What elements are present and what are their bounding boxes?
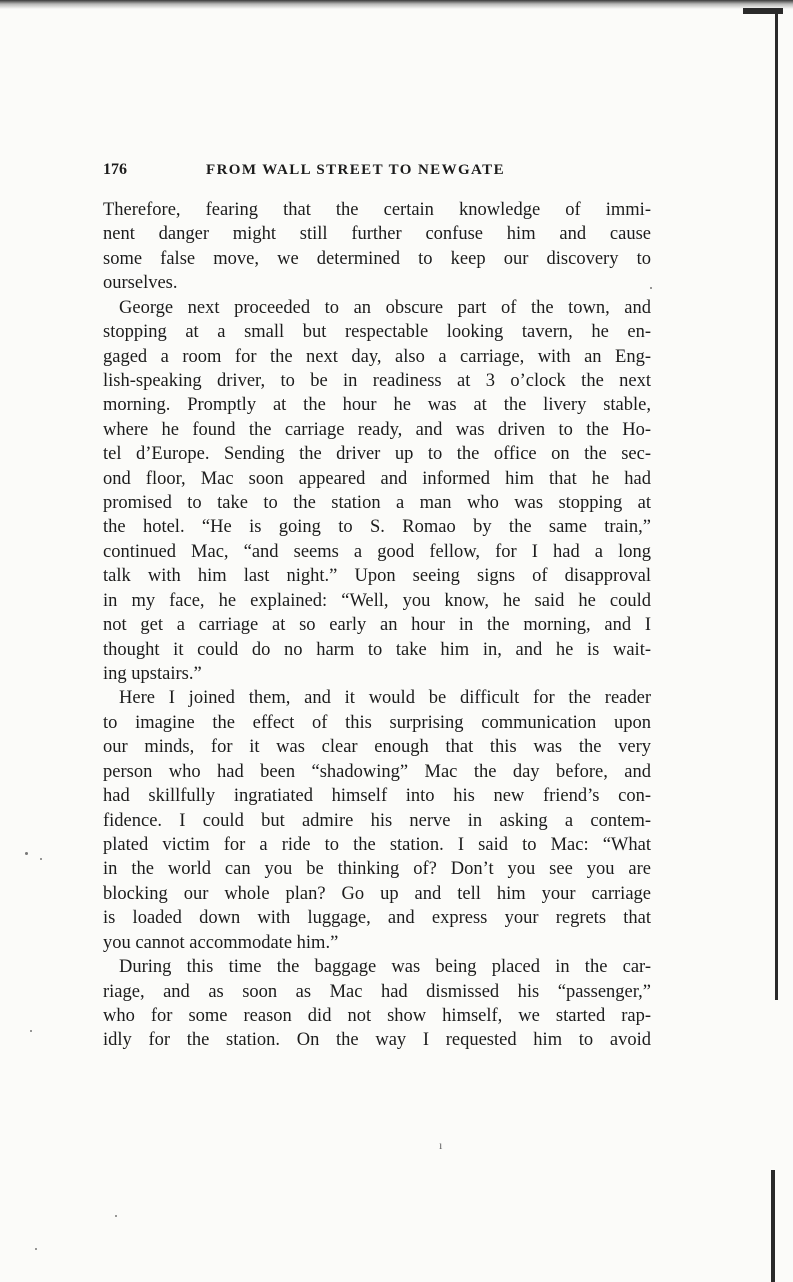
- text-line: the hotel. “He is going to S. Romao by the same train,”: [103, 517, 651, 538]
- text-line: Therefore, fearing that the certain knowledge of immi-: [103, 200, 651, 220]
- text-line: lish-speaking driver, to be in readiness at 3 o’clock the next: [103, 370, 651, 391]
- scan-speck: [25, 852, 28, 855]
- text-line: George next proceeded to an obscure part of the town, and: [119, 297, 651, 318]
- scan-speck: [40, 858, 42, 860]
- scan-speck: [30, 1030, 32, 1032]
- text-line: is loaded down with luggage, and express your regrets that: [103, 908, 651, 929]
- text-line: not get a carriage at so early an hour in the morning, and I: [103, 615, 651, 636]
- text-line: to imagine the effect of this surprising communication upon: [103, 712, 651, 733]
- text-line: Here I joined them, and it would be difficult for the reader: [119, 688, 651, 709]
- text-line: you cannot accommodate him.”: [103, 932, 339, 953]
- text-line: person who had been “shadowing” Mac the day before, and: [103, 761, 651, 782]
- text-line: ing upstairs.”: [103, 664, 202, 685]
- text-line: thought it could do no harm to take him in, and he is wait-: [103, 639, 651, 660]
- text-line: morning. Promptly at the hour he was at the livery stable,: [103, 395, 651, 416]
- text-line: where he found the carriage ready, and was driven to the Ho-: [103, 419, 651, 440]
- text-line: continued Mac, “and seems a good fellow, for I had a long: [103, 541, 651, 562]
- text-line: During this time the baggage was being placed in the car-: [119, 957, 651, 978]
- text-line: nent danger might still further confuse him and cause: [103, 224, 651, 245]
- binding-edge-line: [775, 10, 778, 1000]
- body-text: [103, 198, 651, 1053]
- running-title: FROM WALL STREET TO NEWGATE: [206, 162, 505, 178]
- text-line: gaged a room for the next day, also a carriage, with an Eng-: [103, 346, 651, 367]
- text-line: plated victim for a ride to the station. I said to Mac: “What: [103, 834, 651, 855]
- scan-speck: [115, 1215, 117, 1217]
- text-line: our minds, for it was clear enough that this was the very: [103, 737, 651, 758]
- text-line: in my face, he explained: “Well, you know, he said he could: [103, 590, 651, 611]
- text-line: ond floor, Mac soon appeared and informed him that he had: [103, 468, 651, 489]
- text-line: talk with him last night.” Upon seeing signs of disapproval: [103, 566, 651, 587]
- text-line: who for some reason did not show himself, we started rap-: [103, 1005, 651, 1026]
- page-header: [103, 156, 653, 186]
- scan-speck: [35, 1248, 37, 1250]
- text-line: fidence. I could but admire his nerve in asking a contem-: [103, 810, 651, 831]
- page-number: 176: [103, 161, 127, 178]
- text-line: stopping at a small but respectable looking tavern, he en-: [103, 322, 651, 343]
- text-line: idly for the station. On the way I requested him to avoid: [103, 1030, 651, 1051]
- text-line: some false move, we determined to keep our discovery to: [103, 248, 651, 269]
- text-line: blocking our whole plan? Go up and tell him your carriage: [103, 883, 651, 904]
- text-line: in the world can you be thinking of? Don’t you see you are: [103, 859, 651, 880]
- text-line: tel d’Europe. Sending the driver up to the office on the sec-: [103, 444, 651, 465]
- text-line: promised to take to the station a man who was stopping at: [103, 493, 651, 514]
- footer-mark: ı: [439, 1138, 443, 1152]
- binding-edge-line-bottom: [771, 1170, 775, 1282]
- text-line: ourselves.: [103, 273, 178, 294]
- text-line: had skillfully ingratiated himself into his new friend’s con-: [103, 786, 651, 807]
- page-top-shadow: [0, 0, 793, 9]
- text-line: riage, and as soon as Mac had dismissed his “passenger,”: [103, 981, 651, 1002]
